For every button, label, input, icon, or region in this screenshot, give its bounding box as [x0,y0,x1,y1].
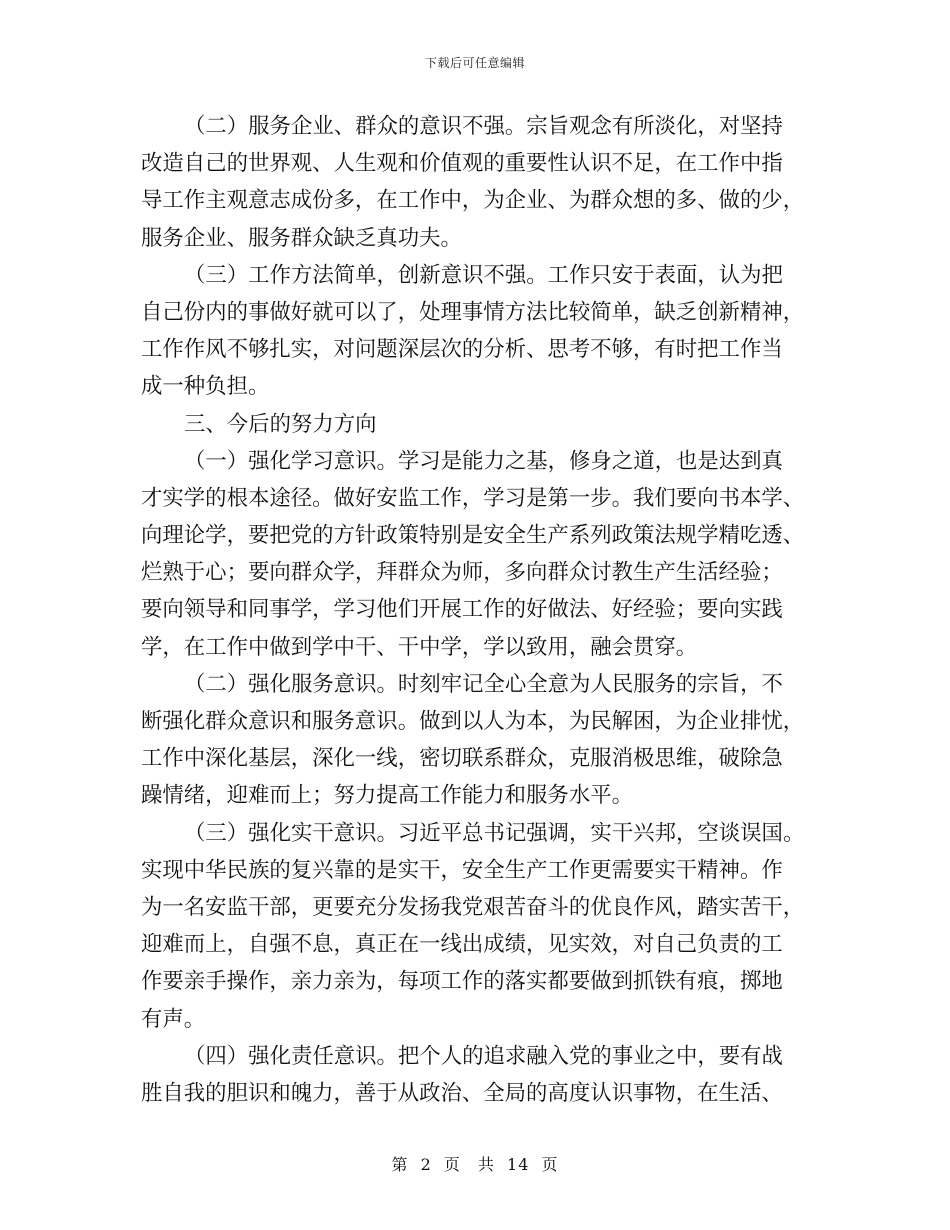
text-line: 成一种负担。 [141,374,270,400]
text-line: 工作中深化基层，深化一线，密切联系群众，克服消极思维，破除急 [141,746,783,772]
page-header: 下载后可任意编辑 [424,56,525,70]
text-line: 导工作主观意志成份多，在工作中，为企业、为群众想的多、做的少， [141,188,805,214]
text-line: 改造自己的世界观、人生观和价值观的重要性认识不足，在工作中指 [141,151,783,177]
text-line: 躁情绪，迎难而上；努力提高工作能力和服务水平。 [141,783,633,809]
text-line: 烂熟于心；要向群众学，拜群众为师，多向群众讨教生产生活经验； [141,560,783,586]
text-line: 迎难而上，自强不息，真正在一线出成绩，见实效，对自己负责的工 [141,932,783,958]
footer-mid: 页 共 [443,1155,495,1174]
text-line: （三）工作方法简单，创新意识不强。工作只安于表面，认为把 [184,262,783,288]
text-line: （二）服务企业、群众的意识不强。宗旨观念有所淡化，对坚持 [184,114,783,139]
text-line: 为一名安监干部，更要充分发扬我党艰苦奋斗的优良作风，踏实苦干， [141,894,805,920]
page-footer [0,1152,950,1175]
text-line: 学，在工作中做到学中干、干中学，学以致用，融会贯穿。 [141,634,698,660]
text-line: （四）强化责任意识。把个人的追求融入党的事业之中，要有战 [184,1043,783,1069]
text-line: 实现中华民族的复兴靠的是实干，安全生产工作更需要实干精神。作 [141,857,783,883]
text-line: 有声。 [141,1006,206,1032]
total-pages: 14 [507,1155,530,1174]
text-line: 向理论学，要把党的方针政策特别是安全生产系列政策法规学精吃透、 [141,523,805,549]
text-line: 胜自我的胆识和魄力，善于从政治、全局的高度认识事物，在生活、 [141,1080,783,1106]
text-line: 服务企业、服务群众缺乏真功夫。 [141,225,462,251]
text-line: （三）强化实干意识。习近平总书记强调，实干兴邦，空谈误国。 [184,820,805,846]
text-line: 自己份内的事做好就可以了，处理事情方法比较简单，缺乏创新精神， [141,299,805,325]
text-line: 才实学的根本途径。做好安监工作，学习是第一步。我们要向书本学、 [141,485,805,511]
text-line: 要向领导和同事学，学习他们开展工作的好做法、好经验；要向实践 [141,597,783,623]
text-line: 工作作风不够扎实，对问题深层次的分析、思考不够，有时把工作当 [141,337,783,363]
section-heading: 三、今后的努力方向 [184,411,377,437]
text-line: （二）强化服务意识。时刻牢记全心全意为人民服务的宗旨，不 [184,671,783,697]
text-line: （一）强化学习意识。学习是能力之基，修身之道，也是达到真 [184,448,783,474]
footer-prefix: 第 [391,1155,409,1174]
document-body [141,108,809,1112]
text-line: 断强化群众意识和服务意识。做到以人为本，为民解困，为企业排忧， [141,709,805,734]
page-number: 2 [420,1155,432,1174]
text-line: 作要亲手操作，亲力亲为，每项工作的落实都要做到抓铁有痕，掷地 [141,969,783,995]
footer-suffix: 页 [541,1155,559,1174]
